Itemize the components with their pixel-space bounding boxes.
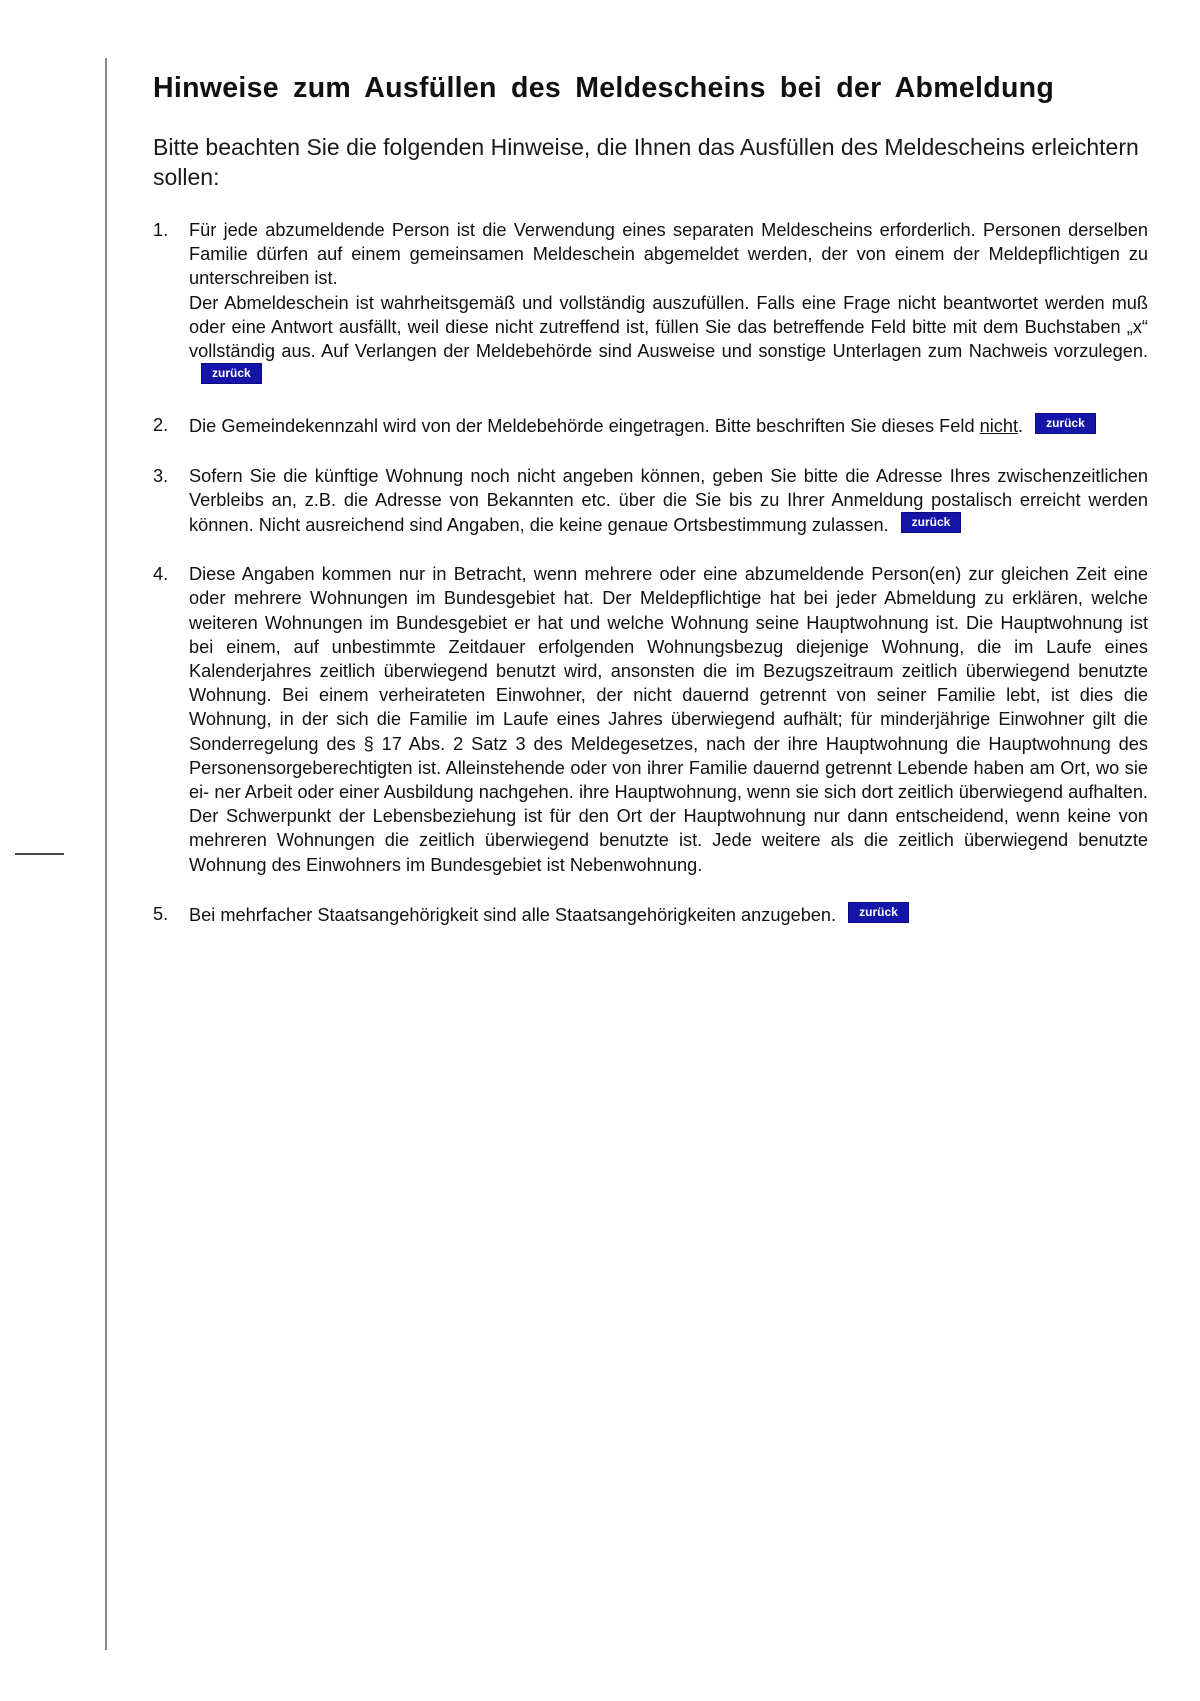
note-number: 1. xyxy=(153,220,169,240)
left-margin-line xyxy=(105,58,107,1650)
note-text-end: . xyxy=(1018,416,1024,437)
note-item-3 xyxy=(153,464,1148,538)
back-button[interactable]: zurück xyxy=(901,512,962,533)
note-text: Bei mehrfacher Staatsangehörigkeit sind alle Staatsangehörigkeiten anzugeben. xyxy=(189,904,837,925)
note-number: 5. xyxy=(153,903,169,924)
note-paragraph: Für jede abzumeldende Person ist die Verwendung eines separaten Meldescheins erforderlich. Personen derselben Familie dürfen auf einem gemeinsamen Meldeschein abgemeldet werden, der von einem der Meldepflichtigen zu unterschreiben ist. xyxy=(189,220,1148,289)
note-text: Sofern Sie die künftige Wohnung noch nicht angeben können, geben Sie bitte die Adresse Ihres zwischenzeitlichen Verbleibs an, z.B. die Adresse von Bekannten etc. über die Sie bis zu Ihrer Anmeldung postalisch erreicht werden können. Nicht ausreichend sind Angaben, die keine genaue Ortsbestimmung zulassen. xyxy=(189,465,1148,536)
note-number: 4. xyxy=(153,564,169,585)
page-title: Hinweise zum Ausfüllen des Meldescheins bei der Abmeldung xyxy=(153,72,1055,104)
note-item-2 xyxy=(153,413,1148,438)
note-number: 2. xyxy=(153,415,169,436)
back-button[interactable]: zurück xyxy=(848,902,909,923)
notes-list xyxy=(153,218,1148,927)
document-body xyxy=(153,66,1148,952)
note-emphasis: nicht xyxy=(979,416,1019,437)
back-button[interactable]: zurück xyxy=(1035,413,1096,434)
note-item-4 xyxy=(153,562,1148,877)
note-item-5 xyxy=(153,902,1148,927)
note-paragraph-with-button xyxy=(189,291,1148,389)
fold-mark xyxy=(15,853,64,855)
note-item-1 xyxy=(153,218,1148,388)
back-button[interactable]: zurück xyxy=(201,363,262,384)
note-text: Die Gemeindekennzahl wird von der Meldebehörde eingetragen. Bitte beschriften Sie dieses Feld xyxy=(189,416,980,437)
intro-text: Bitte beachten Sie die folgenden Hinweise, die Ihnen das Ausfüllen des Meldescheins erleichtern sollen: xyxy=(153,134,1139,190)
note-paragraph: Der Abmeldeschein ist wahrheitsgemäß und vollständig auszufüllen. Falls eine Frage nicht beantwortet werden muß oder eine Antwort ausfällt, weil diese nicht zutreffend ist, füllen Sie das betreffende Feld bitte mit dem Buchstaben „x“ vollständig aus. Auf Verlangen der Meldebehörde sind Ausweise und sonstige Unterlagen zum Nachweis vorzulegen. xyxy=(189,292,1148,362)
note-text: Diese Angaben kommen nur in Betracht, wenn mehrere oder eine abzumeldende Person(en) zur gleichen Zeit eine oder mehrere Wohnungen im Bundesgebiet hat. Der Meldepflichtige hat bei jeder Abmeldung zu erklären, welche weiteren Wohnungen im Bundesgebiet er hat und welche Wohnung seine Hauptwohnung ist. Die Hauptwohnung ist bei einem, auf unbestimmte Zeitdauer erfolgenden Wohnungsbezug diejenige Wohnung, die im Laufe eines Kalenderjahres zeitlich überwiegend benutzt wird, ansonsten die im Bezugszeitraum zeitlich überwiegend benutzte Wohnung. Bei einem verheirateten Einwohner, der nicht dauernd getrennt von seiner Familie lebt, ist dies die Wohnung, in der sich die Familie im Laufe eines Jahres überwiegend aufhält; für minderjährige Einwohner gilt die Sonderregelung des § 17 Abs. 2 Satz 3 des Meldegesetzes, nach der ihre Hauptwohnung die Hauptwohnung des Personensorgeberechtigten ist. Alleinstehende oder von ihrer Familie dauernd getrennt Lebende haben am Ort, wo sie ei- ner Arbeit oder einer Ausbildung nachgehen. ihre Hauptwohnung, wenn sie sich dort zeitlich überwiegend aufhalten. Der Schwerpunkt der Lebensbeziehung ist für den Ort der Hauptwohnung nur dann entscheidend, wenn keine von mehreren Wohnungen die zeitlich überwiegend benutzte ist. Jede weitere als die zeitlich überwiegend benutzte Wohnung des Einwohners im Bundesgebiet ist Nebenwohnung. xyxy=(189,564,1148,875)
note-number: 3. xyxy=(153,465,169,486)
